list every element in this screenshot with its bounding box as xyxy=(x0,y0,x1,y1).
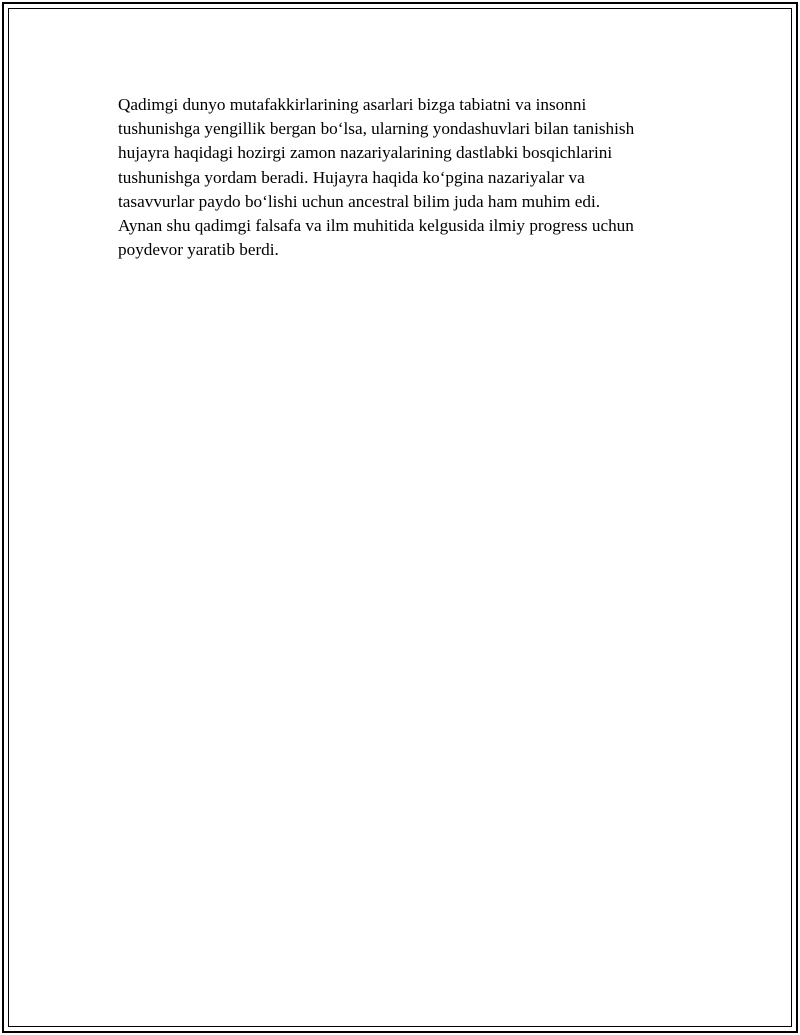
paragraph-line: tushunishga yordam beradi. Hujayra haqida ko‘pgina nazariyalar va xyxy=(118,167,585,187)
paragraph-line: tasavvurlar paydo bo‘lishi uchun ancestral bilim juda ham muhim edi. xyxy=(118,191,601,211)
paragraph-line: hujayra haqidagi hozirgi zamon nazariyalarining dastlabki bosqichlarini xyxy=(118,143,613,163)
document-body xyxy=(118,93,693,262)
paragraph-line: poydevor yaratib berdi. xyxy=(118,240,279,260)
paragraph-line: Aynan shu qadimgi falsafa va ilm muhitida kelgusida ilmiy progress uchun xyxy=(118,216,634,236)
body-paragraph xyxy=(118,93,693,262)
paragraph-line: Qadimgi dunyo mutafakkirlarining asarlari bizga tabiatni va insonni xyxy=(118,95,587,114)
paragraph-line: tushunishga yengillik bergan bo‘lsa, ularning yondashuvlari bilan tanishish xyxy=(118,119,635,139)
